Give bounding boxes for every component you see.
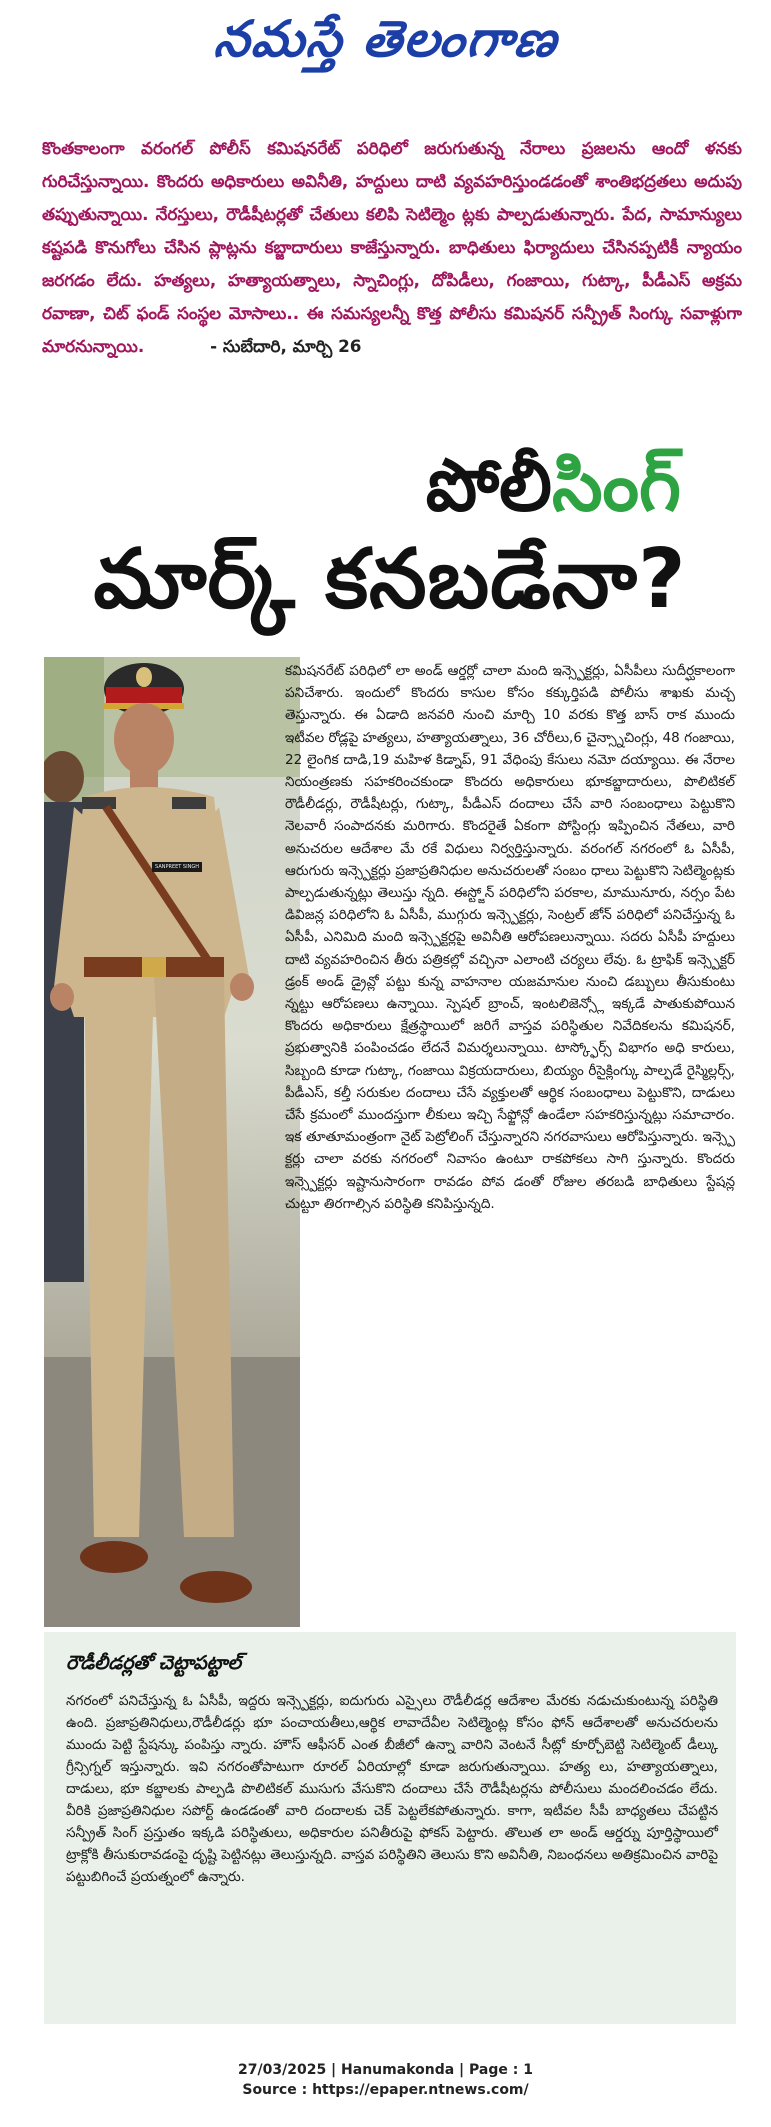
headline-part-black: పోలీ — [425, 443, 552, 527]
footer-source: Source : https://epaper.ntnews.com/ — [242, 2082, 529, 2098]
masthead — [0, 0, 771, 90]
headline-part-green: సింగ్ — [551, 443, 681, 527]
newspaper-title: నమస్తే తెలంగాణ — [211, 9, 562, 68]
headline-line-1 — [0, 440, 771, 530]
article-body — [285, 660, 735, 1620]
sidebar-text: నగరంలో పనిచేస్తున్న ఓ ఏసీపీ, ఇద్దరు ఇన్స్పెక్టర్లు, ఐదుగురు ఎస్సైలు రౌడీలీడర్ల ఆదేశాల మేరకు నడుచుకుంటున్న పరిస్థితి ఉంది. ప్రజాప్రతినిధులు,రౌడీలీడర్లు భూ పంచాయతీలు,ఆర్థిక లావాదేవీల సెటిల్మెంట్ల కోసం ఫోన్ ఆదేశాలతో అనుచరులను ముందు పెట్టి స్టేషన్కు పంపిస్తు న్నారు. హౌస్ ఆఫీసర్ ఎంత బీజీలో ఉన్నా వారిని వెంటనే సీట్లో కూర్చోబెట్టి సెటిల్మెంట్ డీల్కు గ్రీన్సిగ్నల్ ఇస్తున్నారు. ఇవి నగరంతోపాటుగా రూరల్ ఏరియాల్లో కూడా జరుగుతున్నాయి. హత్య లు, హత్యాయత్నాలు, దాడులు, భూ కబ్జాలకు పాల్పడి పొలిటికల్ ముసుగు వేసుకొని దందాలు చేసే రౌడీషీటర్లను పోలీసులు మందలించడం లేదు. వీరికి ప్రజాప్రతినిధుల సపోర్ట్ ఉండడంతో వారి దందాలకు చెక్ పెట్టలేకపోతున్నారు. కాగా, ఇటీవల సీపీ బాధ్యతలు చేపట్టిన సన్ప్రీత్ సింగ్ ప్రస్తుతం ఇక్కడి పరిస్థితులు, అధికారుల పనితీరుపై ఫోకస్ పెట్టారు. తొలుత లా అండ్ ఆర్డర్ను పూర్తిస్థాయిలో ట్రాక్లోకి తీసుకురావడంపై దృష్టి పెట్టినట్లు తెలుస్తున్నది. వాస్తవ పరిస్థితిని తెలుసు కొని అవినీతి, నిబంధనలు అతిక్రమించిన వారిపై పట్టుబిగించే ప్రయత్నంలో ఉన్నారు. — [66, 1693, 718, 1885]
intro-paragraph — [42, 132, 742, 422]
officer-illustration — [44, 657, 300, 1627]
intro-text: కొంతకాలంగా వరంగల్ పోలీస్ కమిషనరేట్ పరిధిలో జరుగుతున్న నేరాలు ప్రజలను ఆందో ళనకు గురిచేస్తున్నాయి. కొందరు అధికారులు అవినీతి, హద్దులు దాటి వ్యవహరిస్తుండడంతో శాంతిభద్రతలు అదుపు తప్పుతున్నాయి. నేరస్తులు, రౌడీషీటర్లతో చేతులు కలిపి సెటిల్మెం ట్లకు పాల్పడుతున్నారు. పేద, సామాన్యులు కష్టపడి కొనుగోలు చేసిన ప్లాట్లను కబ్జాదారులు కాజేస్తున్నారు. బాధితులు ఫిర్యాదులు చేసినప్పటికీ న్యాయం జరగడం లేదు. హత్యలు, హత్యాయత్నాలు, స్నాచింగ్లు, దోపిడీలు, గంజాయి, గుట్కా, పీడీఎస్ అక్రమ రవాణా, చిట్ ఫండ్ సంస్థల మోసాలు.. ఈ సమస్యలన్నీ కొత్త పోలీసు కమిషనర్ సన్ప్రీత్ సింగ్కు సవాళ్లుగా మారనున్నాయి. — [42, 138, 742, 356]
intro-dateline: - సుబేదారి, మార్చి 26 — [210, 336, 362, 356]
article-body-text: కమిషనరేట్ పరిధిలో లా అండ్ ఆర్డర్లో చాలా మంది ఇన్స్పెక్టర్లు, ఏసీపీలు సుదీర్ఘకాలంగా పనిచేశారు. ఇందులో కొందరు కాసుల కోసం కక్కుర్తిపడి పోలీసు శాఖకు మచ్చ తెస్తున్నారు. ఈ ఏడాది జనవరి నుంచి మార్చి 10 వరకు కొత్త బాస్ రాక ముందు ఇటీవల రోడ్లపై హత్యలు, హత్యాయత్నాలు, 36 చోరీలు,6 చైన్స్నాచింగ్లు, 48 గంజాయి, 22 లైంగిక దాడి,19 మహిళ కిడ్నాప్, 91 వేధింపు కేసులు నమో దయ్యాయి. ఈ నేరాల నియంత్రణకు సహకరించకుండా కొందరు అధికారులు భూకబ్జాదారులు, పొలిటికల్ రౌడీలీడర్లు, రౌడీషీటర్లు, గుట్కా, పీడీఎస్ దందాలు చేసే వారి సంబంధాలు పెట్టుకొని నెలవారీ సంపాదనకు మరిగారు. కొందరైతే ఏకంగా పోస్టింగ్లు ఇప్పించిన నేతలు, వారి అనుచరుల ఆదేశాల మే రకే విధులు నిర్వర్తిస్తున్నారు. వరంగల్ నగరంలో ఓ ఏసీపీ, ఆరుగురు ఇన్స్పెక్టర్లు ప్రజాప్రతినిధుల అనుచరులతో సంబం ధాలు పెట్టుకొని సెటిల్మెంట్లకు పాల్పడుతున్నట్లు తెలుస్తు న్నది. ఈస్ట్జోన్ పరిధిలోని పరకాల, మామునూరు, నర్సం పేట డివిజన్ల పరిధిలోని ఓ ఏసీపీ, ముగ్గురు ఇన్స్పెక్టర్లు, సెంట్రల్ జోన్ పరిధిలో పనిచేస్తున్న ఓ ఏసీపీ, ఎనిమిది మంది ఇన్స్పెక్టర్లపై అవినీతి ఆరోపణలున్నాయి. సదరు ఏసీపీ హద్దులు దాటి వ్యవహరించిన తీరు పత్రికల్లో వచ్చినా ఎలాంటి చర్యలు లేవు. ఓ ట్రాఫిక్ ఇన్స్పెక్టర్ డ్రంక్ అండ్ డ్రైవ్లో పట్టు కున్న వాహనాల యజమానుల నుంచి డబ్బులు తీసుకుంటు న్నట్టు ఆరోపణలు ఉన్నాయి. స్పెషల్ బ్రాంచ్, ఇంటలిజెన్స్లో ఇక్కడే పాతుకుపోయిన కొందరు అధికారులు క్షేత్రస్థాయిలో జరిగే వాస్తవ పరిస్థితుల నివేదికలను కమిషనర్, ప్రభుత్వానికి పంపించడం లేదనే విమర్శలున్నాయి. టాస్క్ఫోర్స్ విభాగం అధి కారులు, సిబ్బంది కూడా గుట్కా, గంజాయి విక్రయదారులు, బియ్యం రీసైక్లింగ్కు పాల్పడే రైస్మిల్లర్స్, పీడీఎస్, కల్తీ సరుకుల దందాలు చేసే వ్యక్తులతో ఆర్థిక సంబంధాలు పెట్టుకొని, దాడులు చేసే క్రమంలో ముందస్తుగా లీకులు ఇచ్చి సేఫ్జోన్లో ఉండేలా సహకరిస్తున్నట్లు సమాచారం. ఇక తూతూమంత్రంగా నైట్ పెట్రోలింగ్ చేస్తున్నారని నగరవాసులు ఆరోపిస్తున్నారు. ఇన్స్పె క్టర్లు చాలా వరకు నగరంలో నివాసం ఉంటూ రాకపోకలు సాగి స్తున్నారు. కొందరు ఇన్స్పెక్టర్లు ఇష్టానుసారంగా రావడం పోవ డంతో రోజుల తరబడి బాధితులు స్టేషన్ల చుట్టూ తిరగాల్సిన పరిస్థితి కనిపిస్తున్నది. — [285, 663, 735, 1212]
officer-nameplate: SANPREET SINGH — [155, 864, 199, 870]
sidebar-title: రౌడీలీడర్లతో చెట్టాపట్టాల్ — [66, 1652, 242, 1674]
headline-line-2: మార్క్ కనబడేనా? — [93, 532, 687, 627]
officer-photo — [44, 657, 300, 1627]
footer — [0, 2060, 771, 2100]
footer-date-edition: 27/03/2025 | Hanumakonda | Page : 1 — [238, 2062, 533, 2078]
sidebar-box — [44, 1632, 736, 2024]
